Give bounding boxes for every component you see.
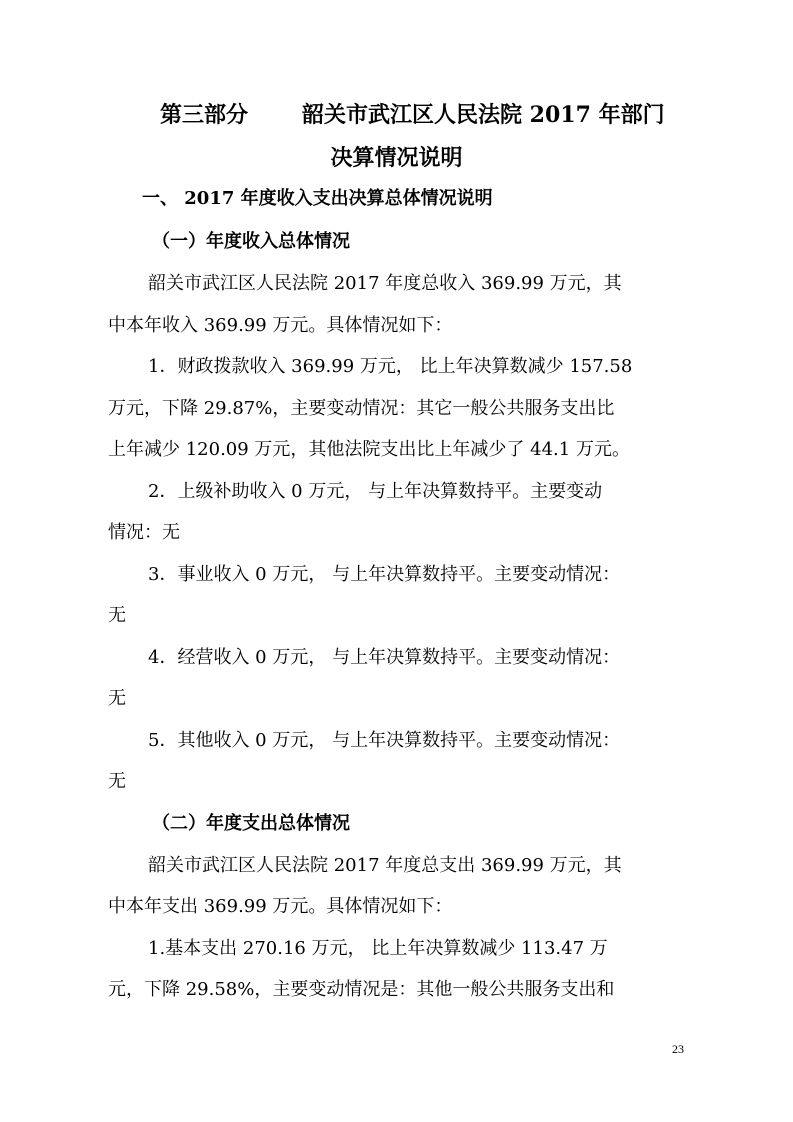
page-number: 23 [672,1042,684,1056]
expense-intro-line-1: 韶关市武江区人民法院 2017 年度总支出 369.99 万元，其 [148,855,622,876]
income-item1-line-3: 上年减少 120.09 万元，其他法院支出比上年减少了 44.1 万元。 [108,439,630,460]
income-intro-line-1: 韶关市武江区人民法院 2017 年度总收入 369.99 万元，其 [148,273,622,294]
expense-intro-line-2: 中本年支出 369.99 万元。具体情况如下： [108,896,453,917]
document-title-line-1 [0,104,793,126]
section-heading-1: 一、 2017 年度收入支出决算总体情况说明 [142,188,493,209]
document-title-line-2: 决算情况说明 [330,145,463,171]
expense-item1-line-1: 1.基本支出 270.16 万元， 比上年决算数减少 113.47 万 [148,938,608,959]
income-item3-line-2: 无 [108,605,126,626]
expense-heading: （二）年度支出总体情况 [152,813,350,834]
income-item1-line-1: 1．财政拨款收入 369.99 万元， 比上年决算数减少 157.58 [148,356,633,377]
expense-item1-line-2: 元，下降 29.58%，主要变动情况是：其他一般公共服务支出和 [108,979,615,1000]
income-item5-line-1: 5．其他收入 0 万元， 与上年决算数持平。主要变动情况： [148,730,621,751]
income-item5-line-2: 无 [108,771,126,792]
income-item4-line-1: 4．经营收入 0 万元， 与上年决算数持平。主要变动情况： [148,647,621,668]
income-item2-line-2: 情况：无 [108,522,180,543]
income-item2-line-1: 2．上级补助收入 0 万元， 与上年决算数持平。主要变动 [148,481,603,502]
income-intro-line-2: 中本年收入 369.99 万元。具体情况如下： [108,315,453,336]
part-label: 第三部分 [160,102,249,128]
income-item4-line-2: 无 [108,688,126,709]
income-item1-line-2: 万元，下降 29.87%，主要变动情况：其它一般公共服务支出比 [108,398,615,419]
income-item3-line-1: 3．事业收入 0 万元， 与上年决算数持平。主要变动情况： [148,564,621,585]
income-heading: （一）年度收入总体情况 [152,231,350,252]
title-text: 韶关市武江区人民法院 2017 年部门 [302,102,665,128]
